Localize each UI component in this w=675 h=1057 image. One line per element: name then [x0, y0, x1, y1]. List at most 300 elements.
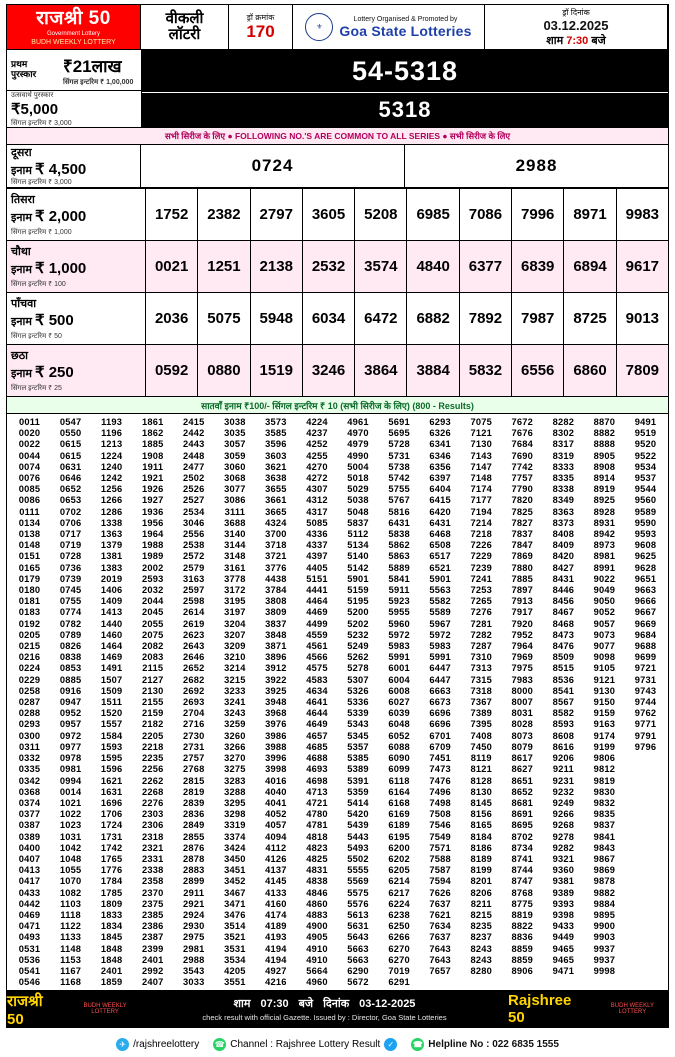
grid-cell: 8925: [593, 495, 616, 506]
grid-cell: 2306: [141, 820, 164, 831]
grid-cell: 9688: [634, 641, 657, 652]
grid-cell: 7395: [470, 719, 492, 730]
grid-cell: 0547: [59, 417, 82, 427]
grid-cell: 9077: [593, 641, 616, 652]
fifth-prize-n2: 5075: [198, 293, 250, 345]
grid-cell: 1989: [141, 551, 164, 562]
grid-cell: 7241: [470, 573, 492, 584]
grid-cell: 1413: [100, 607, 123, 618]
grid-cell: 6088: [388, 741, 410, 752]
grid-cell: 5195: [347, 596, 369, 607]
grid-cell: 3531: [224, 943, 246, 954]
grid-cell: 8627: [511, 764, 534, 775]
grid-cell: 6291: [388, 977, 410, 988]
grid-cell: 7847: [511, 540, 534, 551]
grid-cell: 9522: [634, 450, 657, 461]
grid-row: [9, 966, 666, 977]
sixth-prize-n1: 0592: [146, 345, 198, 397]
grid-cell: 3948: [265, 697, 287, 708]
grid-cell: 8128: [470, 775, 492, 786]
grid-cell: 1921: [141, 473, 164, 484]
grid-cell: 7742: [511, 461, 534, 472]
grid-cell: 0994: [59, 775, 82, 786]
grid-cell: 3808: [265, 596, 287, 607]
grid-cell: 7825: [511, 506, 534, 517]
grid-row: [9, 832, 666, 843]
grid-cell: 5862: [388, 540, 410, 551]
weekly-line-1: वीकली: [165, 10, 204, 28]
grid-cell: 6250: [388, 921, 410, 932]
grid-cell: 2538: [183, 540, 205, 551]
grid-cell: 8870: [593, 417, 616, 427]
grid-cell: 5357: [347, 741, 369, 752]
grid-cell: 5960: [388, 618, 410, 629]
grid-cell: 4160: [265, 898, 287, 909]
grid-cell: 8031: [511, 708, 534, 719]
grid-cell: 6326: [429, 428, 451, 439]
grid-cell: 8593: [552, 719, 575, 730]
third-prize-n8: 7996: [512, 189, 564, 241]
grid-cell: 3809: [265, 607, 287, 618]
grid-cell: 7239: [470, 562, 492, 573]
grid-cell: 9057: [593, 618, 616, 629]
grid-cell: 8184: [470, 831, 492, 842]
first-prize-sub: सिंगल इन्टरिम ₹ 1,00,000: [63, 78, 134, 86]
grid-cell: 1193: [101, 417, 123, 427]
third-prize-n6: 6985: [407, 189, 459, 241]
consolation-amount: ₹5,000: [11, 101, 59, 118]
grid-cell: 9684: [634, 629, 657, 640]
grid-cell: 3298: [224, 809, 246, 820]
grid-cell: 1133: [60, 932, 82, 943]
grid-cell: 9232: [552, 786, 575, 797]
fifth-prize-label-line2: इनाम: [11, 316, 32, 328]
grid-cell: 4634: [306, 685, 328, 696]
grid-cell: 0615: [59, 439, 82, 450]
grid-cell: 5755: [388, 484, 410, 495]
grid-cell: 7276: [470, 607, 492, 618]
grid-cell: 5643: [347, 932, 369, 943]
grid-cell: 6696: [429, 719, 451, 730]
grid-cell: 6290: [347, 965, 369, 976]
grid-cell: 4255: [306, 450, 328, 461]
footer-time-value: 07:30: [260, 997, 289, 1010]
grid-cell: 2115: [142, 663, 164, 674]
grid-cell: 7672: [511, 417, 534, 427]
consolation-label: उत्सवार्थ पुरस्कार: [11, 92, 54, 99]
grid-cell: 2443: [183, 439, 205, 450]
grid-cell: 5589: [429, 607, 451, 618]
table-row: [7, 241, 669, 293]
grid-cell: 7498: [429, 797, 451, 808]
grid-cell: 6431: [388, 517, 410, 528]
grid-cell: 8981: [593, 551, 616, 562]
grid-cell: 1784: [100, 876, 123, 887]
grid-row: [9, 451, 666, 462]
grid-cell: 7318: [470, 685, 492, 696]
grid-cell: 0224: [18, 663, 41, 674]
grid-cell: 9878: [593, 876, 616, 887]
grid-cell: 3209: [224, 641, 246, 652]
fourth-prize-n4: 2532: [302, 241, 354, 293]
grid-cell: 2502: [183, 473, 205, 484]
grid-cell: 9268: [552, 820, 575, 831]
grid-cell: 7657: [429, 965, 451, 976]
grid-cell: 0981: [59, 764, 82, 775]
grid-cell: 9393: [552, 898, 575, 909]
grid-cell: 5967: [429, 618, 451, 629]
grid-cell: 1363: [100, 529, 123, 540]
grid-cell: 1988: [141, 540, 164, 551]
grid-row: [9, 507, 666, 518]
grid-cell: 8617: [511, 753, 534, 764]
footer-date-value: 03-12-2025: [359, 997, 416, 1010]
grid-cell: [625, 787, 666, 798]
fourth-prize-n8: 6839: [512, 241, 564, 293]
grid-cell: 4193: [265, 932, 287, 943]
grid-cell: 3086: [224, 495, 246, 506]
grid-cell: 2988: [183, 954, 205, 965]
grid-cell: 9900: [593, 921, 616, 932]
grid-cell: 7621: [429, 909, 451, 920]
grid-cell: 6099: [388, 764, 410, 775]
grid-cell: 2899: [183, 876, 205, 887]
footer-note: check result with official Gazette. Issued by : Director, Goa State Lotteries: [202, 1013, 447, 1023]
grid-row: [9, 652, 666, 663]
grid-cell: 6346: [429, 450, 451, 461]
grid-cell: 8373: [552, 517, 575, 528]
grid-cell: 7790: [511, 484, 534, 495]
grid-cell: 0076: [18, 473, 41, 484]
grid-cell: 1240: [100, 461, 123, 472]
grid-cell: 7820: [511, 495, 534, 506]
grid-cell: 0151: [18, 551, 41, 562]
grid-cell: 8882: [593, 428, 616, 439]
grid-cell: 8931: [593, 517, 616, 528]
telegram-contact[interactable]: [116, 1038, 199, 1051]
grid-cell: 0148: [18, 540, 41, 551]
grid-cell: 1911: [142, 461, 164, 472]
sixth-prize-n3: 1519: [250, 345, 302, 397]
grid-cell: 3195: [224, 596, 246, 607]
grid-cell: 5389: [347, 764, 369, 775]
grid-cell: 4237: [306, 428, 328, 439]
grid-cell: 2331: [141, 853, 164, 864]
telegram-handle: /rajshreelottery: [133, 1038, 200, 1050]
grid-cell: 7496: [429, 786, 451, 797]
grid-cell: 0977: [59, 741, 82, 752]
third-prize-n10: 9983: [616, 189, 668, 241]
grid-cell: 9666: [634, 596, 657, 607]
grid-cell: [625, 753, 666, 764]
grid-cell: 2387: [141, 932, 164, 943]
grid-cell: 3925: [265, 685, 287, 696]
second-prize-label-line2-wrap: [11, 160, 140, 178]
fifth-prize-n1: 2036: [146, 293, 198, 345]
grid-cell: 1511: [101, 697, 123, 708]
grid-cell: 7367: [470, 697, 492, 708]
draw-number-value: 170: [246, 22, 275, 42]
grid-cell: 2855: [183, 831, 205, 842]
draw-time-label: शाम: [546, 34, 564, 47]
grid-cell: 0631: [59, 461, 82, 472]
grid-cell: 3241: [224, 697, 246, 708]
third-prize-n5: 5208: [355, 189, 407, 241]
grid-row: [9, 663, 666, 674]
grid-cell: 1509: [100, 685, 123, 696]
grid-cell: [625, 854, 666, 865]
grid-cell: 2883: [183, 865, 205, 876]
grid-cell: 1242: [100, 473, 123, 484]
grid-cell: 4052: [265, 809, 287, 820]
grid-cell: 0258: [18, 685, 41, 696]
grid-cell: 0389: [18, 831, 41, 842]
grid-cell: 8473: [552, 629, 575, 640]
sixth-prize-amount: ₹ 250: [35, 364, 74, 381]
grid-cell: 0493: [18, 932, 41, 943]
footer-middle: [141, 996, 508, 1022]
grid-cell: 7451: [429, 753, 451, 764]
grid-cell: 2155: [141, 697, 164, 708]
grid-cell: 8338: [552, 484, 575, 495]
grid-cell: 2032: [141, 585, 164, 596]
grid-cell: 0180: [18, 585, 41, 596]
grid-cell: 7287: [470, 641, 492, 652]
grid-cell: 1731: [100, 831, 123, 842]
grid-cell: 2448: [183, 450, 205, 461]
grid-cell: 5863: [388, 551, 410, 562]
grid-cell: 2358: [141, 876, 164, 887]
grid-cell: 1848: [100, 943, 123, 954]
grid-cell: 8775: [511, 898, 534, 909]
grid-cell: 0044: [18, 450, 41, 461]
whatsapp-contact[interactable]: [213, 1038, 397, 1051]
grid-cell: [420, 977, 461, 988]
grid-cell: 8859: [511, 954, 534, 965]
grid-cell: 3215: [224, 674, 246, 685]
grid-cell: 1862: [141, 428, 164, 439]
grid-cell: 4970: [347, 428, 369, 439]
grid-cell: 9699: [634, 652, 657, 663]
grid-cell: 8363: [552, 506, 575, 517]
grid-cell: 2044: [141, 596, 164, 607]
grid-cell: 8905: [593, 450, 616, 461]
grid-cell: 8243: [470, 943, 492, 954]
grid-row: [9, 753, 666, 764]
grid-cell: 1048: [59, 853, 82, 864]
fifth-prize-n3: 5948: [250, 293, 302, 345]
grid-cell: 4713: [306, 786, 328, 797]
grid-cell: 3207: [224, 629, 246, 640]
grid-cell: 0332: [18, 753, 41, 764]
grid-cell: 6508: [429, 540, 451, 551]
grid-cell: 0652: [59, 484, 82, 495]
grid-cell: 4252: [306, 439, 328, 450]
draw-date-label: ड्रॉ दिनांक: [562, 7, 590, 17]
grid-cell: 9321: [552, 853, 575, 864]
grid-cell: 4216: [265, 977, 287, 988]
grid-cell: 7315: [470, 674, 492, 685]
grid-cell: 6404: [429, 484, 451, 495]
grid-cell: 7147: [470, 461, 492, 472]
grid-cell: 7588: [429, 853, 451, 864]
grid-cell: 7827: [511, 517, 534, 528]
grid-cell: 1464: [100, 641, 123, 652]
grid-cell: 1379: [100, 540, 123, 551]
grid-cell: 2716: [183, 719, 205, 730]
grid-row: [9, 944, 666, 955]
grid-cell: 4317: [306, 506, 328, 517]
grid-cell: 2815: [183, 775, 205, 786]
grid-cell: 5439: [347, 820, 369, 831]
grid-cell: 2704: [183, 708, 205, 719]
grid-cell: 5249: [347, 641, 369, 652]
grid-cell: 6039: [388, 708, 410, 719]
first-prize-label: [11, 60, 63, 80]
grid-cell: 1381: [100, 551, 123, 562]
grid-cell: 6202: [388, 853, 410, 864]
grid-cell: 2527: [183, 495, 205, 506]
consolation-amount-wrap: [11, 100, 137, 118]
second-prize-number-2: 2988: [515, 156, 558, 175]
fifth-prize-label-line1: पाँचवा: [11, 298, 37, 310]
grid-cell: 4272: [306, 473, 328, 484]
sixth-prize-label: [7, 345, 146, 397]
grid-cell: 3848: [265, 629, 287, 640]
grid-cell: 2981: [183, 943, 205, 954]
weekly-block: [141, 5, 229, 49]
grid-cell: 1861: [141, 417, 164, 427]
grid-cell: 2386: [141, 921, 164, 932]
grid-cell: 8235: [470, 921, 492, 932]
grid-cell: 7637: [429, 932, 451, 943]
sixth-prize-n2: 0880: [198, 345, 250, 397]
grid-cell: 9465: [552, 943, 575, 954]
grid-cell: 2819: [183, 786, 205, 797]
fourth-prize-label: [7, 241, 146, 293]
grid-cell: 7194: [470, 506, 492, 517]
grid-cell: 6447: [429, 674, 451, 685]
first-prize-block: [6, 50, 669, 128]
grid-cell: 3776: [265, 562, 287, 573]
grid-cell: 4041: [265, 797, 287, 808]
grid-cell: [502, 977, 543, 988]
grid-cell: 9667: [634, 607, 657, 618]
grid-cell: 8335: [552, 473, 575, 484]
grid-cell: 8189: [470, 853, 492, 864]
grid-cell: 4499: [306, 618, 328, 629]
grid-cell: 8156: [470, 809, 492, 820]
grid-cell: 8409: [552, 540, 575, 551]
grid-cell: 4698: [306, 775, 328, 786]
helpline-contact[interactable]: [411, 1038, 559, 1051]
grid-cell: 9282: [552, 842, 575, 853]
grid-cell: 7143: [470, 450, 492, 461]
grid-cell: 8616: [552, 741, 575, 752]
grid-cell: 8427: [552, 562, 575, 573]
grid-cell: 7969: [511, 652, 534, 663]
grid-cell: 8165: [470, 820, 492, 831]
grid-cell: 4126: [265, 853, 287, 864]
grid-cell: 5731: [388, 450, 410, 461]
grid-cell: 8541: [552, 685, 575, 696]
grid-cell: 0885: [59, 674, 82, 685]
brand-subtitle: Government Lottery: [46, 30, 101, 37]
grid-cell: 5391: [347, 775, 369, 786]
grid-cell: 3172: [224, 585, 246, 596]
third-prize-n2: 2382: [198, 189, 250, 241]
grid-cell: 9381: [552, 876, 575, 887]
grid-cell: 3077: [224, 484, 246, 495]
grid-cell: 9150: [593, 697, 616, 708]
grid-cell: 3111: [224, 506, 246, 517]
grid-cell: 0719: [59, 540, 82, 551]
grid-cell: 5307: [347, 674, 369, 685]
grid-cell: 5742: [388, 473, 410, 484]
organiser-texts: [339, 16, 471, 39]
grid-cell: 0293: [18, 719, 41, 730]
brand-title: राजश्री 50: [36, 7, 111, 29]
grid-cell: 2975: [183, 932, 205, 943]
grid-cell: 1724: [100, 820, 123, 831]
grid-cell: 0546: [18, 977, 41, 988]
grid-cell: 2407: [141, 977, 164, 988]
grid-cell: 1409: [100, 596, 123, 607]
grid-cell: 4112: [265, 842, 287, 853]
whatsapp-icon: ☎: [214, 1039, 225, 1049]
grid-cell: 1055: [59, 865, 82, 876]
grid-cell: 5901: [347, 573, 369, 584]
grid-cell: 9050: [593, 596, 616, 607]
grid-cell: 7389: [470, 708, 492, 719]
grid-cell: 3534: [224, 954, 246, 965]
grid-cell: 8973: [593, 540, 616, 551]
grid-cell: 8652: [511, 786, 534, 797]
fourth-prize-n10: 9617: [616, 241, 668, 293]
grid-cell: 5911: [388, 585, 410, 596]
grid-cell: 7626: [429, 887, 451, 898]
grid-cell: 1406: [100, 585, 123, 596]
grid-cell: 6200: [388, 842, 410, 853]
grid-cell: 8408: [552, 529, 575, 540]
grid-cell: 2303: [141, 809, 164, 820]
fourth-prize-amount: ₹ 1,000: [35, 260, 87, 277]
grid-cell: 9098: [593, 652, 616, 663]
grid-cell: 5151: [306, 573, 328, 584]
whatsapp-channel: Channel : Rajshree Lottery Result: [230, 1038, 381, 1050]
grid-cell: 8695: [511, 820, 534, 831]
grid-cell: 3521: [224, 932, 246, 943]
grid-cell: 4823: [306, 842, 328, 853]
grid-cell: 6238: [388, 909, 410, 920]
grid-cell: 3996: [265, 753, 287, 764]
grid-cell: 0165: [18, 562, 41, 573]
telegram-icon: ✈: [116, 1038, 129, 1051]
grid-cell: 1469: [100, 652, 123, 663]
grid-cell: 3295: [224, 797, 246, 808]
grid-cell: 5923: [388, 596, 410, 607]
grid-row: [9, 607, 666, 618]
grid-cell: 3661: [265, 495, 287, 506]
grid-cell: 3976: [265, 719, 287, 730]
grid-cell: 3451: [224, 865, 246, 876]
grid-cell: 2836: [183, 809, 205, 820]
grid-cell: 1266: [100, 495, 123, 506]
grid-cell: 3721: [265, 551, 287, 562]
grid-cell: 2692: [183, 685, 205, 696]
grid-cell: 2730: [183, 730, 205, 741]
grid-cell: 5672: [347, 977, 369, 988]
